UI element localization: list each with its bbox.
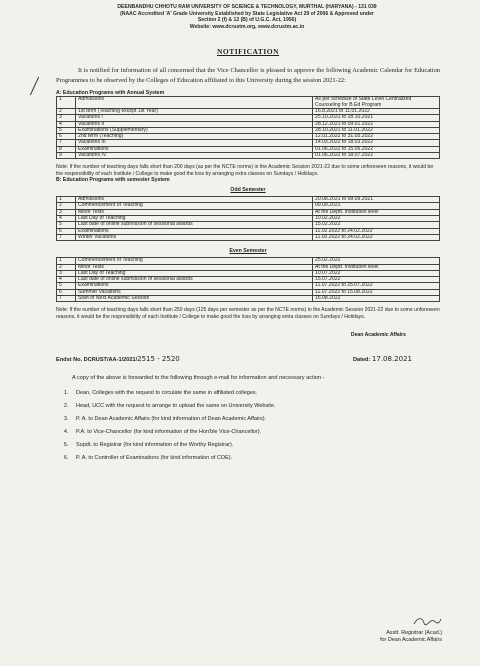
- pen-mark: [30, 77, 39, 96]
- row-date: 11.02.2022 to 24.02.2022: [313, 228, 440, 234]
- copy-recipient-item: 6. P. A. to Controller of Examinations (for kind information of COE).: [70, 452, 440, 465]
- section-a-note: Note: If the number of teaching days falls short than 200 days (as per the NCTE norms) in the Academic Session 2021-22 due to some unforeseen reasons, it would be the responsibility of each Institute / College to make good the loss by arranging extra classes on Sundays / Holidays.: [56, 164, 434, 177]
- row-date: 01.06.2022 to 15.06.2022: [313, 146, 440, 152]
- row-date: 11.07.2022 to 25.07.2022: [313, 283, 440, 289]
- table-row: [57, 296, 440, 302]
- row-item: Examinations: [76, 283, 313, 289]
- intro-paragraph: It is notified for information of all concerned that the Vice Chancellor is pleased to approve the following Academic Calendar for Education Programmes to be observed by the Colleges of Education affiliated to this University during the session 2021-22:: [56, 67, 440, 85]
- endst-handwritten-number: 2515 - 2520: [137, 354, 180, 363]
- row-number: 4: [57, 121, 76, 127]
- row-date: At the Deptt. Institution level: [313, 264, 440, 270]
- letterhead-line-2: (NAAC Accredited 'A' Grade University Established by State Legislative Act 29 of 2006 & Approved under: [120, 10, 374, 17]
- row-item: Examinations (Supplementary): [76, 127, 313, 133]
- annual-system-table: [56, 96, 440, 159]
- row-number: 3: [57, 209, 76, 215]
- copy-recipient-list: [56, 387, 440, 465]
- row-item: Vacations I: [76, 115, 313, 121]
- row-item: Summer Vacations: [76, 289, 313, 295]
- row-date: 20.08.2021 to 09.09.2021: [313, 197, 440, 203]
- row-date: 01.06.2022 to 18.07.2022: [313, 153, 440, 159]
- row-date: 11.07.2022 to 15.08.2022: [313, 289, 440, 295]
- copy-forward-text: A copy of the above is forwarded to the following through e-mail for information and necessary action -: [72, 374, 325, 381]
- even-semester-title: Even Semester: [229, 248, 267, 255]
- row-item: Commencement of Teaching: [76, 258, 313, 264]
- row-date: 25.10.2021 to 28.10.2021: [313, 115, 440, 121]
- signatory-title: Asstt. Registrar (Acad.): [386, 630, 442, 636]
- section-b-heading: B: Education Programs with semester System: [56, 177, 170, 184]
- row-item: 1st term (Teaching except 1st Year): [76, 108, 313, 114]
- copy-recipient-item: 5. Supdt. to Registrar (for kind information of the Worthy Registrar).: [70, 439, 440, 452]
- row-item: Minor Tests: [76, 209, 313, 215]
- row-number: 4: [57, 277, 76, 283]
- row-number: 1: [57, 197, 76, 203]
- row-date: 14.03.2022 to 18.03.2022: [313, 140, 440, 146]
- row-date: 16.8.2021 to 11.01.2022: [313, 108, 440, 114]
- row-number: 5: [57, 127, 76, 133]
- row-item: Last date of online submission of sessional awards: [76, 222, 313, 228]
- row-number: 6: [57, 289, 76, 295]
- row-item: Admissions: [76, 197, 313, 203]
- table-row: [57, 153, 440, 159]
- row-number: 1: [57, 97, 76, 109]
- row-date: 10.02.2022: [313, 216, 440, 222]
- table-row: [57, 97, 440, 109]
- row-number: 7: [57, 140, 76, 146]
- copy-recipient-item: 3. P. A. to Dean Academic Affairs (for kind information of Dean Academic Affairs).: [70, 413, 440, 426]
- row-number: 5: [57, 222, 76, 228]
- endorsement-date: [353, 355, 440, 363]
- row-number: 4: [57, 216, 76, 222]
- section-a-heading: A: Education Programs with Annual System: [56, 90, 165, 97]
- row-date: 28.10.2021 to 11.01.2022: [313, 127, 440, 133]
- row-date: At the Deptt. Institution level: [313, 209, 440, 215]
- row-item: 2nd term (Teaching): [76, 134, 313, 140]
- even-semester-table: [56, 257, 440, 302]
- row-number: 1: [57, 258, 76, 264]
- notification-title: NOTIFICATION: [216, 47, 280, 57]
- row-date: 11.02.2022 to 24.02.2022: [313, 234, 440, 240]
- row-date: 12.01.2022 to 31.05.2022: [313, 134, 440, 140]
- row-number: 2: [57, 203, 76, 209]
- endst-label: Endst No. DCRUST/AA-1/2021/: [56, 356, 138, 363]
- table-row: [57, 234, 440, 240]
- row-number: 9: [57, 153, 76, 159]
- row-date: As per schedule of State Level Centralized Counseling for B.Ed Program: [313, 97, 440, 109]
- row-item: Start of Next Academic Session: [76, 296, 313, 302]
- letterhead-line-4: Website: www.dcrustm.org, www.dcrustm.ac.in: [189, 23, 305, 30]
- copy-recipient-item: 2. Head, UCC with the request to arrange to upload the same on University Website.: [70, 400, 440, 413]
- row-number: 3: [57, 270, 76, 276]
- row-item: Admissions: [76, 97, 313, 109]
- letterhead-line-1: DEENBANDHU CHHOTU RAM UNIVERSITY OF SCIENCE & TECHNOLOGY, MURTHAL (HARYANA) - 131 039: [117, 4, 377, 10]
- row-item: Examinations: [76, 228, 313, 234]
- row-item: Commencement of Teaching: [76, 203, 313, 209]
- row-number: 3: [57, 115, 76, 121]
- row-item: Last date of online submission of sessional awards: [76, 277, 313, 283]
- row-item: Examinations: [76, 146, 313, 152]
- row-number: 8: [57, 146, 76, 152]
- row-number: 5: [57, 283, 76, 289]
- row-date: 09.09.2021: [313, 203, 440, 209]
- row-date: 25.02.2022: [313, 258, 440, 264]
- odd-semester-title: Odd Semester: [230, 187, 266, 194]
- row-date: 16.08.2022: [313, 296, 440, 302]
- copy-recipient-item: 4. P.A. to Vice-Chancellor (for kind information of the Hon'ble Vice-Chancellor).: [70, 426, 440, 439]
- letterhead: [50, 4, 444, 30]
- signature-block: [380, 615, 442, 644]
- row-number: 2: [57, 264, 76, 270]
- row-item: Vacations II: [76, 121, 313, 127]
- odd-semester-table: [56, 196, 440, 241]
- row-date: 10.07.2022: [313, 270, 440, 276]
- copy-recipient-item: 1. Dean, Colleges with the request to circulate the same in affiliated colleges.: [70, 387, 440, 400]
- endorsement-number: [56, 355, 180, 363]
- signature-scribble: [412, 615, 442, 627]
- row-item: Winter Vacations: [76, 234, 313, 240]
- row-item: Last Day of Teaching: [76, 216, 313, 222]
- handwritten-date: 17.08.2021: [371, 354, 412, 363]
- row-date: 28.12.2021 to 09.01.2022: [313, 121, 440, 127]
- date-label: Dated:: [352, 356, 371, 363]
- row-item: Vacations IV: [76, 153, 313, 159]
- signatory-dean: Dean Academic Affairs: [350, 332, 406, 339]
- section-b-note: Note: If the number of teaching days falls short than 250 days (125 days per semester as per the NCTE norms) in the Academic Session 2021-22 due to some unforeseen reasons, it would be the responsibility of each Institute / College to make good the loss by arranging extra classes on Sundays / Holidays.: [56, 307, 440, 320]
- row-number: 2: [57, 108, 76, 114]
- row-number: 6: [57, 134, 76, 140]
- row-item: Vacations III: [76, 140, 313, 146]
- row-date: 15.02.2022: [313, 222, 440, 228]
- endorsement-line: [56, 355, 440, 363]
- letterhead-line-3: Section 2 (f) & 12 (B) of U.G.C. Act, 1956): [197, 17, 297, 24]
- row-item: Minor Tests: [76, 264, 313, 270]
- row-number: 7: [57, 296, 76, 302]
- row-number: 6: [57, 228, 76, 234]
- row-number: 7: [57, 234, 76, 240]
- row-date: 15.07.2022: [313, 277, 440, 283]
- row-item: Last Day of Teaching: [76, 270, 313, 276]
- signatory-on-behalf: for Dean Academic Affairs: [380, 637, 442, 643]
